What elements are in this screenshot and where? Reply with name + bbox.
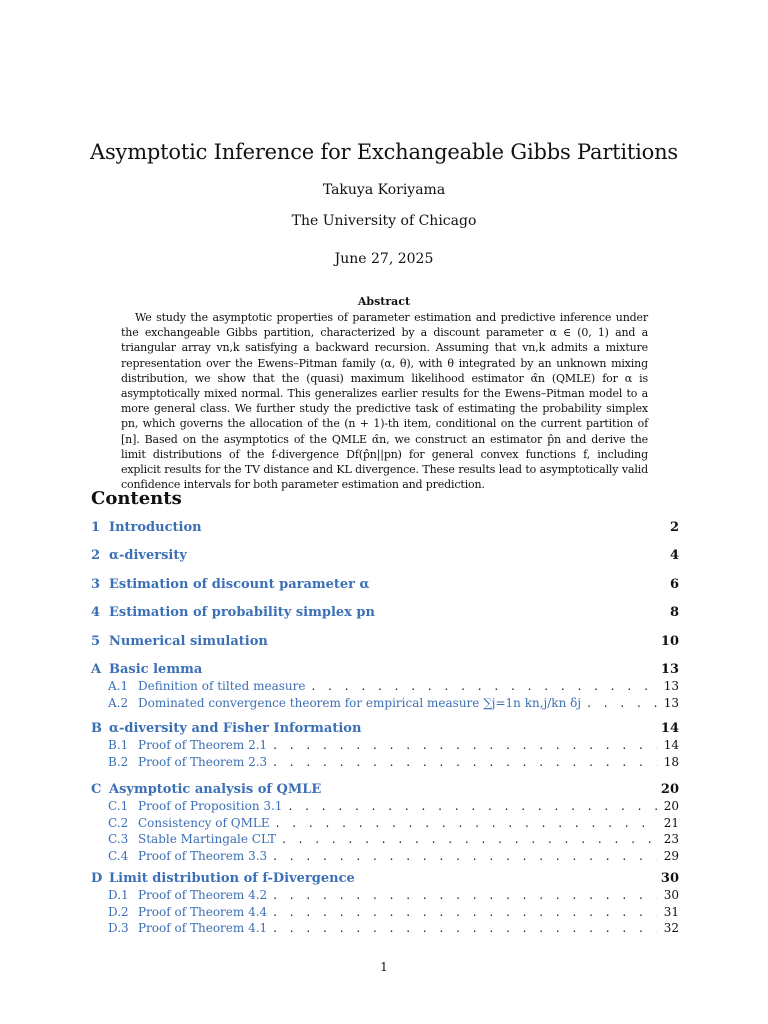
toc-leader-dots [267,849,657,863]
toc-section-number: 1 [91,520,101,535]
toc-subsection-page: 32 [663,921,679,935]
toc-subsection-number: B.1 [108,738,129,752]
affiliation: The University of Chicago [291,213,477,229]
toc-section-page: 6 [669,577,679,592]
toc-section-a[interactable] [91,662,679,680]
toc-section-page: 10 [660,634,679,649]
toc-subsection-d-3[interactable] [108,921,679,937]
toc-section-number: A [91,662,102,677]
paper-title: Asymptotic Inference for Exchangeable Gibbs Partitions [89,140,679,164]
toc-subsection-d-1[interactable] [108,888,679,904]
toc-subsection-link[interactable]: Proof of Theorem 4.2 [138,888,268,902]
toc-subsection-number: C.2 [108,815,129,830]
abstract-heading: Abstract [357,295,411,308]
toc-subsection-link[interactable]: Proof of Theorem 4.1 [138,921,268,935]
toc-subsection-page: 18 [663,754,679,769]
toc-subsection-number: C.1 [108,799,129,813]
contents-heading: Contents [91,488,182,509]
toc-subsection-page: 31 [663,904,679,919]
toc-subsection-number: D.1 [108,888,129,902]
toc-subsection-page: 21 [663,815,679,830]
toc-section-link[interactable]: Asymptotic analysis of QMLE [109,782,322,797]
toc-leader-dots [276,832,657,846]
toc-subsection-link[interactable]: Proof of Theorem 4.4 [138,904,268,919]
toc-subsection-link[interactable]: Proof of Theorem 2.1 [138,738,268,752]
toc-subsection-c-2[interactable] [108,816,679,832]
author-name: Takuya Koriyama [322,182,446,198]
toc-section-number: 4 [91,605,101,620]
toc-section-link[interactable]: Numerical simulation [109,634,268,649]
page-number: 1 [380,960,388,974]
toc-subsection-link[interactable]: Proof of Proposition 3.1 [138,799,283,813]
toc-subsection-page: 14 [663,738,679,752]
toc-section-number: B [91,721,102,736]
abstract-text: We study the asymptotic properties of parameter estimation and predictive inference under the exchangeable Gibbs partition, characterized by a discount parameter α ∈ (0, 1) and a triangular array vn,k satisfying a backward recursion. Assuming that vn,k admits a mixture representation over the Ewens–Pitman family (α, θ), with θ integrated by an unknown mixing distribution, we show that the (quasi) maximum likelihood estimator α̂n (QMLE) for α is asymptotically mixed normal. This generalizes earlier results for the Ewens–Pitman model to a more general class. We further study the predictive task of estimating the probability simplex pn, which governs the allocation of the (n + 1)-th item, conditional on the current partition of [n]. Based on the asymptotics of the QMLE α̂n, we construct an estimator p̂n and derive the limit distributions of the f-divergence Df(p̂n||pn) for general convex functions f, including explicit results for the TV distance and KL divergence. These results lead to asymptotically valid confidence intervals for both parameter estimation and prediction. [121,311,648,492]
toc-section-link[interactable]: Estimation of probability simplex pn [109,605,375,620]
toc-section-5[interactable] [91,634,679,652]
toc-subsection-number: A.1 [108,679,129,693]
toc-leader-dots [267,888,657,902]
toc-subsection-page: 23 [663,832,679,846]
toc-section-link[interactable]: Estimation of discount parameter α [109,577,370,592]
toc-leader-dots [581,696,657,710]
toc-section-2[interactable] [91,548,679,566]
toc-subsection-c-1[interactable] [108,799,679,815]
toc-section-4[interactable] [91,605,679,623]
toc-section-number: C [91,782,102,797]
toc-subsection-c-4[interactable] [108,849,679,865]
toc-subsection-link[interactable]: Proof of Theorem 2.3 [138,754,268,769]
toc-leader-dots [267,905,657,919]
toc-section-page: 4 [669,548,679,563]
toc-section-link[interactable]: Introduction [109,520,202,535]
toc-section-page: 20 [660,782,679,797]
toc-subsection-number: C.3 [108,832,129,846]
toc-section-page: 2 [669,520,679,535]
toc-section-number: 2 [91,548,101,563]
toc-subsection-a-2[interactable] [108,696,679,712]
toc-subsection-number: A.2 [108,695,129,710]
toc-section-number: 3 [91,577,101,592]
toc-section-number: 5 [91,634,101,649]
toc-subsection-link[interactable]: Stable Martingale CLT [138,832,276,846]
toc-subsection-number: C.4 [108,848,129,863]
toc-subsection-page: 13 [663,679,679,693]
paper-date: June 27, 2025 [334,251,434,267]
toc-subsection-b-2[interactable] [108,755,679,771]
toc-section-page: 8 [669,605,679,620]
toc-subsection-d-2[interactable] [108,905,679,921]
toc-subsection-a-1[interactable] [108,679,679,695]
toc-section-3[interactable] [91,577,679,595]
toc-subsection-number: B.2 [108,754,129,769]
toc-section-link[interactable]: Limit distribution of f-Divergence [109,871,355,886]
toc-subsection-page: 30 [663,888,679,902]
toc-leader-dots [282,799,657,813]
toc-subsection-number: D.2 [108,904,129,919]
toc-subsection-b-1[interactable] [108,738,679,754]
toc-subsection-link[interactable]: Proof of Theorem 3.3 [138,848,268,863]
toc-subsection-c-3[interactable] [108,832,679,848]
toc-subsection-number: D.3 [108,921,129,935]
toc-section-link[interactable]: α-diversity [109,548,187,563]
toc-subsection-link[interactable]: Definition of tilted measure [138,679,306,693]
toc-section-page: 30 [660,871,679,886]
toc-leader-dots [267,921,657,935]
toc-section-d[interactable] [91,871,679,889]
toc-leader-dots [270,816,657,830]
toc-subsection-page: 29 [663,848,679,863]
toc-section-b[interactable] [91,721,679,739]
toc-leader-dots [305,679,657,693]
toc-section-page: 14 [660,721,679,736]
toc-leader-dots [267,738,657,752]
toc-leader-dots [267,755,657,769]
toc-section-link[interactable]: α-diversity and Fisher Information [109,721,362,736]
toc-subsection-page: 20 [663,799,679,813]
toc-subsection-page: 13 [663,695,679,710]
toc-section-c[interactable] [91,782,679,800]
toc-subsection-link[interactable]: Consistency of QMLE [138,815,270,830]
toc-subsection-link[interactable]: Dominated convergence theorem for empirical measure ∑j=1n kn,j/kn δj [138,695,582,710]
toc-section-page: 13 [660,662,679,677]
toc-section-link[interactable]: Basic lemma [109,662,203,677]
toc-section-1[interactable] [91,520,679,538]
toc-section-number: D [91,871,103,886]
